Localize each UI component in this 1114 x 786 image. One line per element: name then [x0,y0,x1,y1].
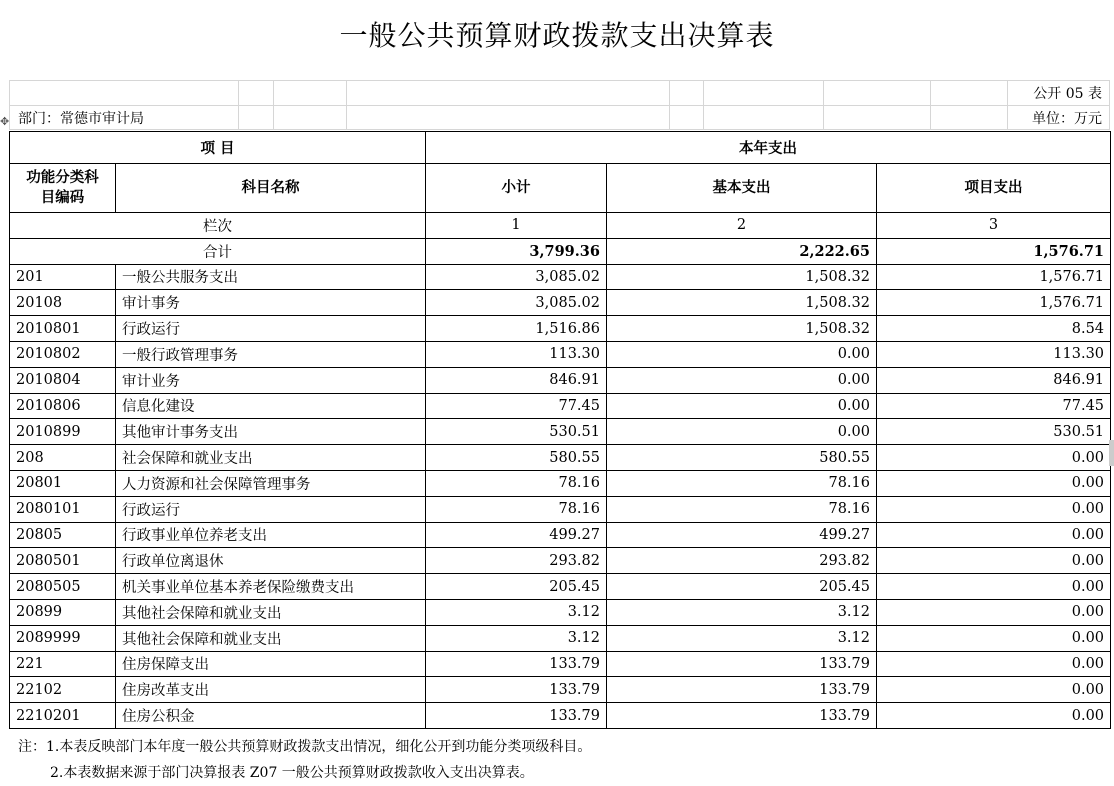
note-line-2: 2.本表数据来源于部门决算报表 Z07 一般公共预算财政拨款收入支出决算表。 [50,765,534,781]
row-code: 2010899 [10,419,116,445]
row-project: 0.00 [877,625,1111,651]
row-code: 20108 [10,290,116,316]
row-name: 机关事业单位基本养老保险缴费支出 [116,574,426,600]
row-basic: 0.00 [607,341,877,367]
row-basic: 205.45 [607,574,877,600]
row-subtotal: 78.16 [426,496,607,522]
row-code: 201 [10,264,116,290]
row-project: 1,576.71 [877,290,1111,316]
table-row [10,367,1111,393]
row-basic: 3.12 [607,625,877,651]
col-number: 3 [877,213,1111,239]
row-name: 人力资源和社会保障管理事务 [116,470,426,496]
header-subtotal: 小计 [426,164,607,213]
row-basic: 133.79 [607,651,877,677]
table-row [10,496,1111,522]
row-name: 住房公积金 [116,703,426,729]
table-row [10,548,1111,574]
table-row [10,470,1111,496]
scrollbar-thumb[interactable] [1109,440,1114,466]
row-basic: 1,508.32 [607,316,877,342]
row-basic: 133.79 [607,677,877,703]
row-project: 0.00 [877,599,1111,625]
header-current-year: 本年支出 [426,132,1111,164]
row-basic: 133.79 [607,703,877,729]
table-row [10,445,1111,471]
row-subtotal: 113.30 [426,341,607,367]
row-code: 2080501 [10,548,116,574]
row-subtotal: 1,516.86 [426,316,607,342]
spreadsheet-gridlines [9,80,1110,130]
row-code: 2010804 [10,367,116,393]
row-name: 审计业务 [116,367,426,393]
header-subject-name: 科目名称 [116,164,426,213]
page-title: 一般公共预算财政拨款支出决算表 [339,19,775,52]
row-project: 530.51 [877,419,1111,445]
table-row [10,341,1111,367]
row-project: 1,576.71 [877,264,1111,290]
row-subtotal: 846.91 [426,367,607,393]
row-name: 审计事务 [116,290,426,316]
table-row [10,316,1111,342]
table-row [10,419,1111,445]
row-project: 0.00 [877,651,1111,677]
row-subtotal: 205.45 [426,574,607,600]
row-code: 221 [10,651,116,677]
row-code: 2089999 [10,625,116,651]
header-item: 项 目 [10,132,426,164]
row-code: 2010801 [10,316,116,342]
notes [18,734,591,786]
row-project: 8.54 [877,316,1111,342]
row-project: 0.00 [877,703,1111,729]
row-subtotal: 133.79 [426,703,607,729]
row-subtotal: 293.82 [426,548,607,574]
row-project: 77.45 [877,393,1111,419]
row-project: 0.00 [877,574,1111,600]
row-name: 一般公共服务支出 [116,264,426,290]
note-line-1: 注：1.本表反映部门本年度一般公共预算财政拨款支出情况，细化公开到功能分类项级科目。 [18,739,592,755]
total-basic: 2,222.65 [607,238,877,264]
row-code: 2010802 [10,341,116,367]
row-subtotal: 3,085.02 [426,290,607,316]
row-basic: 1,508.32 [607,264,877,290]
row-code: 22102 [10,677,116,703]
row-subtotal: 77.45 [426,393,607,419]
row-name: 一般行政管理事务 [116,341,426,367]
row-basic: 1,508.32 [607,290,877,316]
row-project: 846.91 [877,367,1111,393]
row-subtotal: 78.16 [426,470,607,496]
row-name: 其他社会保障和就业支出 [116,625,426,651]
unit-label: 单位：万元 [1032,111,1102,127]
table-row [10,677,1111,703]
row-name: 其他审计事务支出 [116,419,426,445]
total-label: 合计 [10,238,426,264]
col-label: 栏次 [10,213,426,239]
row-subtotal: 133.79 [426,651,607,677]
row-code: 2080101 [10,496,116,522]
row-basic: 78.16 [607,496,877,522]
col-number: 2 [607,213,877,239]
row-basic: 499.27 [607,522,877,548]
row-basic: 293.82 [607,548,877,574]
total-row [10,238,1111,264]
row-name: 行政事业单位养老支出 [116,522,426,548]
row-name: 其他社会保障和就业支出 [116,599,426,625]
expenditure-table [9,131,1111,729]
row-name: 住房保障支出 [116,651,426,677]
header-func-code: 功能分类科目编码 [10,164,116,213]
row-name: 行政单位离退休 [116,548,426,574]
row-project: 0.00 [877,548,1111,574]
row-subtotal: 530.51 [426,419,607,445]
table-row [10,264,1111,290]
col-number: 1 [426,213,607,239]
row-subtotal: 3.12 [426,625,607,651]
row-name: 信息化建设 [116,393,426,419]
row-project: 0.00 [877,496,1111,522]
row-basic: 3.12 [607,599,877,625]
table-row [10,574,1111,600]
table-row [10,393,1111,419]
row-code: 2010806 [10,393,116,419]
row-code: 20801 [10,470,116,496]
header-project: 项目支出 [877,164,1111,213]
row-basic: 0.00 [607,367,877,393]
row-basic: 580.55 [607,445,877,471]
table-row [10,290,1111,316]
row-basic: 0.00 [607,419,877,445]
table-row [10,703,1111,729]
table-row [10,522,1111,548]
row-basic: 0.00 [607,393,877,419]
row-code: 2210201 [10,703,116,729]
row-subtotal: 499.27 [426,522,607,548]
table-row [10,625,1111,651]
row-project: 0.00 [877,445,1111,471]
row-code: 2080505 [10,574,116,600]
row-subtotal: 3,085.02 [426,264,607,290]
row-name: 住房改革支出 [116,677,426,703]
form-number: 公开 05 表 [1033,86,1102,102]
header-basic: 基本支出 [607,164,877,213]
row-code: 208 [10,445,116,471]
row-project: 0.00 [877,522,1111,548]
total-subtotal: 3,799.36 [426,238,607,264]
row-project: 0.00 [877,677,1111,703]
table-row [10,599,1111,625]
row-subtotal: 3.12 [426,599,607,625]
row-subtotal: 133.79 [426,677,607,703]
row-code: 20805 [10,522,116,548]
row-subtotal: 580.55 [426,445,607,471]
table-row [10,651,1111,677]
row-project: 113.30 [877,341,1111,367]
department-label: 部门：常德市审计局 [18,111,144,127]
total-project: 1,576.71 [877,238,1111,264]
row-basic: 78.16 [607,470,877,496]
move-handle-icon[interactable]: ✥ [0,115,10,128]
row-code: 20899 [10,599,116,625]
row-name: 行政运行 [116,496,426,522]
row-project: 0.00 [877,470,1111,496]
row-name: 行政运行 [116,316,426,342]
row-name: 社会保障和就业支出 [116,445,426,471]
